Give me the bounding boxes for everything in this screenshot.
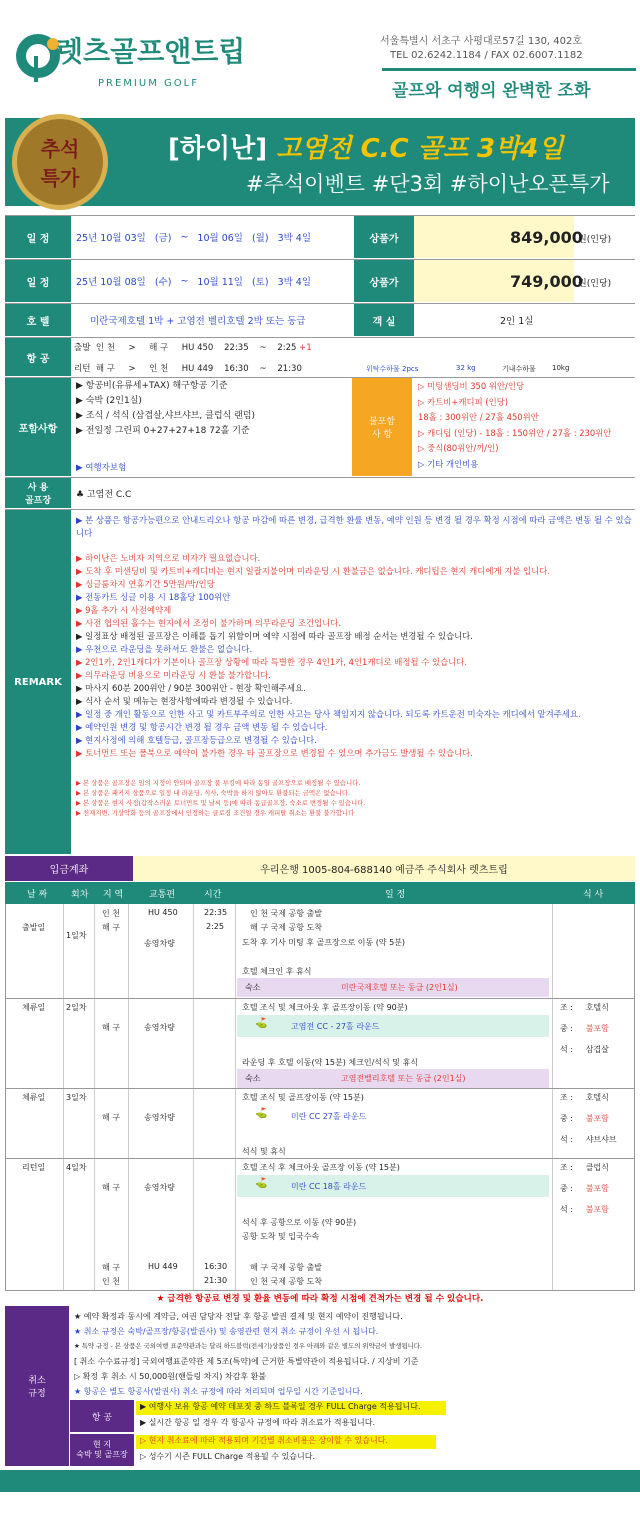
day4-transport: 송영차량 bbox=[144, 1183, 175, 1192]
badge-line2: 특가 bbox=[40, 166, 80, 190]
day1-flight: HU 450 bbox=[148, 908, 178, 917]
price-unit-1: 원(인당) bbox=[578, 235, 612, 245]
badge-line1: 추석 bbox=[40, 137, 80, 161]
date-range-2: 25년 10월 08일 (수) ~ 10월 11일 (토) 3박 4일 bbox=[76, 275, 312, 288]
remark-label: REMARK bbox=[5, 510, 71, 854]
price-unit-2: 원(인당) bbox=[578, 279, 612, 289]
account-value: 우리은행 1005-804-688140 예금주 주식회사 렛츠트립 bbox=[133, 856, 635, 881]
day4-region: 해 구 bbox=[102, 1183, 120, 1192]
baggage-2: 32 kg bbox=[456, 364, 476, 372]
day3-golf: ⛳ 미란 CC 27홀 라운드 bbox=[237, 1105, 549, 1127]
day4-time: 21:30 bbox=[204, 1276, 228, 1285]
date-label-1: 일 정 bbox=[5, 216, 71, 258]
address: 서울특별시 서초구 사평대로57길 130, 402호 bbox=[380, 36, 583, 47]
day4-end: 해 구 국제 공항 출발 bbox=[250, 1263, 322, 1272]
include-item: ▶ 조식 / 석식 (삼겹살,샤브샤브, 클럽식 랜덤) bbox=[76, 411, 255, 421]
cancel-local-label: 현 지 숙박 및 골프장 bbox=[70, 1434, 134, 1466]
company-sub: PREMIUM GOLF bbox=[98, 78, 199, 89]
cancel-air: ▶ 여행사 보유 항공 예약 데포짓 중 하드 블록일 경우 FULL Charge 적용됩니다. bbox=[136, 1401, 446, 1415]
day2-transport: 송영차량 bbox=[144, 1023, 175, 1032]
include-item: ▶ 숙박 (2인1실) bbox=[76, 396, 142, 406]
day1-line: 해 구 국제 공항 도착 bbox=[250, 923, 322, 932]
price-label-2: 상품가 bbox=[354, 260, 414, 302]
account-label: 입금계좌 bbox=[5, 856, 133, 881]
day2-region: 해 구 bbox=[102, 1023, 120, 1032]
include-item: ▶ 전일정 그린피 0+27+27+18 72홀 기준 bbox=[76, 426, 250, 436]
banner-tags: #추석이벤트 #단3회 #하이난오픈특가 bbox=[246, 172, 610, 196]
day2-meals: 조 : 호텔식 중 : 불포함 석 : 삼겹살 bbox=[560, 1003, 609, 1054]
baggage-4: 10kg bbox=[552, 364, 570, 372]
day1-region: 인 천 bbox=[102, 909, 120, 918]
itinerary-header: 날 짜 회차 지 역 교통편 시간 일 정 식 사 bbox=[5, 882, 635, 904]
day4-line: 호텔 조식 후 체크아웃 골프장 이동 (약 15분) bbox=[242, 1163, 400, 1172]
company-name: 렛츠골프앤트립 bbox=[56, 35, 246, 68]
day1-line: 도착 후 기사 미팅 후 골프장으로 이동 (약 5분) bbox=[242, 938, 406, 947]
day1-line: 인 천 국제 공항 출발 bbox=[250, 909, 322, 918]
course-value: ♣ 고염전 C.C bbox=[76, 489, 132, 500]
day1-date: 출발일 bbox=[22, 923, 46, 932]
cancel-label: 취소 규정 bbox=[5, 1306, 69, 1466]
day2-date: 체류일 bbox=[22, 1003, 46, 1012]
date-range-1: 25년 10월 03일 (금) ~ 10월 06일 (월) 3박 4일 bbox=[76, 231, 312, 244]
day3-line: 호텔 조식 및 골프장이동 (약 15분) bbox=[242, 1093, 364, 1102]
day1-region: 해 구 bbox=[102, 923, 120, 932]
day3-region: 해 구 bbox=[102, 1113, 120, 1122]
day3-transport: 송영차량 bbox=[144, 1113, 175, 1122]
day3-date: 체류일 bbox=[22, 1093, 46, 1102]
day1-line: 호텔 체크인 후 휴식 bbox=[242, 967, 312, 976]
include-item: ▶ 항공비(유류세+TAX) 해구항공 기준 bbox=[76, 381, 228, 391]
day4-flight: HU 449 bbox=[148, 1262, 178, 1271]
day4-day: 4일차 bbox=[66, 1163, 87, 1172]
include-list bbox=[76, 379, 346, 439]
cancel-air: ▶ 실시간 항공 일 경우 각 항공사 규정에 따라 취소료가 적용됩니다. bbox=[140, 1418, 376, 1427]
exclude-label: 불포함 사 항 bbox=[352, 378, 412, 476]
day4-region: 인 천 bbox=[102, 1277, 120, 1286]
flight-return: 리턴 해 구 > 인 천 HU 449 16:30 ~ 21:30 bbox=[74, 364, 302, 374]
exclude-list: ▷ 미팅샌딩비 350 위안/인당 ▷ 카트비+캐디피 (인당) 18홀 : 300위안 / 27홀 450위안 ▷ 캐디팁 (인당) - 18홀 : 150위안 / 27홀 : 230위안 ▷ 중식(80위안/끼/인) ▷ 기타 개인비용 bbox=[418, 381, 612, 469]
day4-end: 인 천 국제 공항 도착 bbox=[250, 1277, 322, 1286]
day3-day: 3일차 bbox=[66, 1093, 87, 1102]
day1-time: 2:25 bbox=[206, 922, 224, 931]
hotel-label: 호 텔 bbox=[5, 304, 71, 336]
footer-bar bbox=[0, 1470, 640, 1492]
tel: TEL 02.6242.1184 / FAX 02.6007.1182 bbox=[390, 50, 583, 61]
cancel-local: ▷ 성수기 시즌 FULL Charge 적용될 수 있습니다. bbox=[140, 1452, 316, 1461]
cancel-local: ▷ 현지 취소료에 따라 적용되며 기간별 취소비용은 상이할 수 있습니다. bbox=[136, 1435, 436, 1449]
day2-stay: 숙소 고염전밸리호텔 또는 동급 (2인1실) bbox=[237, 1069, 549, 1088]
include-item: ▶ 여행자보험 bbox=[76, 463, 127, 473]
day3-after: 석식 및 휴식 bbox=[242, 1147, 286, 1156]
badge bbox=[12, 114, 108, 210]
flight-out: 출발 인 천 > 해 구 HU 450 22:35 ~ 2:25 +1 bbox=[74, 343, 312, 353]
day4-after: 석식 후 공항으로 이동 (약 90분) bbox=[242, 1218, 357, 1227]
price-2: 749,000 bbox=[510, 272, 583, 291]
day2-golf: ⛳ 고염전 CC - 27홀 라운드 bbox=[237, 1015, 549, 1037]
price-1: 849,000 bbox=[510, 228, 583, 247]
flag-icon: ⛳ bbox=[255, 1178, 268, 1189]
day1-transport: 송영차량 bbox=[144, 939, 175, 948]
day2-day: 2일차 bbox=[66, 1003, 87, 1012]
day4-after2: 공항 도착 및 입국수속 bbox=[242, 1232, 320, 1241]
day4-time: 16:30 bbox=[204, 1262, 228, 1271]
price-label-1: 상품가 bbox=[354, 216, 414, 258]
course-label: 사 용 골프장 bbox=[5, 478, 71, 508]
room-label: 객 실 bbox=[354, 304, 414, 336]
day1-day: 1일차 bbox=[66, 931, 87, 940]
day4-golf: ⛳ 미란 CC 18홀 라운드 bbox=[237, 1175, 549, 1197]
baggage-3: 기내수하물 bbox=[502, 365, 536, 373]
cancel-air-label: 항 공 bbox=[70, 1400, 134, 1432]
hotel-value: 미란국제호텔 1박 + 고염전 벨리호텔 2박 또는 동급 bbox=[90, 316, 306, 327]
day4-region: 해 구 bbox=[102, 1263, 120, 1272]
day4-date: 리턴일 bbox=[22, 1163, 46, 1172]
day1-time: 22:35 bbox=[204, 908, 228, 917]
flight-label: 항 공 bbox=[5, 338, 71, 376]
day3-meals: 조 : 호텔식 중 : 불포함 석 : 샤브샤브 bbox=[560, 1093, 617, 1144]
slogan: 골프와 여행의 완벽한 조화 bbox=[392, 81, 591, 101]
room-value: 2인 1실 bbox=[500, 316, 534, 327]
include-label: 포함사항 bbox=[5, 378, 71, 476]
cancel-text: ★ 예약 확정과 동시에 계약금, 여권 담당자 전달 후 항공 발권 결제 및 현지 예약이 진행됩니다. ★ 취소 규정은 숙박/골프장/항공(발권사) 및 송영관련 현지 취소 규정이 우선 시 됩니다. ★ 특약 규정 - 본 상품은 국외여행 표준약관과는 달리 하드블럭(전세기)상품인 경우 아래와 같은 별도의 위약금이 발생됩니다. [ 취소 수수료규정] 국외여행표준약관 제 5조(특약)에 근거한 특별약관이 적용됩니다. / 지상비 기준 ▷ 확정 후 취소 시 50,000원(핸들링 차지) 차감후 환불 ★ 항공은 별도 항공사(발권사) 취소 규정에 따라 처리되며 업무일 시간 기준입니다. bbox=[74, 1312, 423, 1396]
flag-icon: ⛳ bbox=[255, 1018, 268, 1029]
day1-stay: 숙소 미란국제호텔 또는 동급 (2인1실) bbox=[237, 978, 549, 997]
divider bbox=[382, 68, 636, 71]
day2-line: 호텔 조식 및 체크아웃 후 골프장이동 (약 90분) bbox=[242, 1003, 408, 1012]
remark-text: ▶ 본 상품은 항공가능편으로 안내드리오나 항공 마감에 따른 변경, 급격한 환률 변동, 예약 인원 등 변경 될 경우 확정 시점에 따라 금액은 변동 될 수 있습니다 ▶ 하이난은 노비자 지역으로 비자가 필요없습니다. ▶ 도착 후 미샌딩비 및 카트비+캐디비는 현지 일괄지불이며 미라운딩 시 환불금은 없습니다. 캐디팁은 현지 캐디에게 지불 입니다. ▶ 싱글룸차지 연휴기간 5만원/박/인당 ▶ 전동카트 싱글 이용 시 18홀당 100위안 ▶ 9홀 추가 시 사전예약제 ▶ 사전 협의된 홀수는 현지에서 조정이 불가하며 의무라운딩 조건입니다. ▶ 일정표상 배정된 골프장은 이해를 돕기 위함이며 예약 시점에 따라 골프장 배정 순서는 변경될 수 있습니다. ▶ 우천으로 라운딩을 못하셔도 환불은 없습니다. ▶ 2인1카, 2인1캐디가 기본이나 골프장 상황에 따라 특별한 경우 4인1카, 4인1캐디로 배정될 수 있습니다. ▶ 의무라운딩 비용으로 미라운딩 시 환불 불가합니다. ▶ 마사지 60분 200위안 / 90분 300위안 - 현장 확인해주세요. ▶ 식사 순서 및 메뉴는 현장사항에따라 변경될 수 있습니다. ▶ 일정 중 개인 활동으로 인한 사고 및 카트부주의로 인한 사고는 당사 책임지지 않습니다. 되도록 카트운전 미숙자는 캐디에서 맡겨주세요. ▶ 예약인원 변경 및 항공시간 변경 될 경우 금액 변동 될 수 있습니다. ▶ 현지사정에 의해 호텔등급, 골프장등급으로 변경될 수 있습니다. ▶ 토너먼트 또는 폴북으로 예약이 불가한 경우 타 골프장으로 변경될 수 있으며 추가금도 발생될 수 있습니다. ▶ 본 상품은 골프장은 임의 지정이 안되며 골프장 풀 부킹에 따라 동일 골프장으로 배정될 수 있습니다. ▶ 본 상품은 패키지 상품으로 일정 내 라운딩, 식사, 숙박을 하지 않아도 환불되는 금액은 없습니다. ▶ 본 상품은 현지 사정(갑작스러운 토너먼트 및 날씨 등)에 따라 동급골프장, 숙소로 변경될 수 있습니다. ▶ 천재지변, 기상악화 등의 골프장에서 인정하는 클로징 조건일 경우 캐피탈 취소는 환불 불가합니다 bbox=[76, 515, 632, 817]
day2-after: 라운딩 후 호텔 이동(약 15분) 체크인/석식 및 휴식 bbox=[242, 1058, 419, 1067]
banner-title: [하이난] 고염전 C.C 골프 3박4일 bbox=[168, 134, 564, 164]
flag-icon: ⛳ bbox=[255, 1108, 268, 1119]
day4-meals: 조 : 클럽식 중 : 불포함 석 : 불포함 bbox=[560, 1163, 609, 1214]
baggage-1: 위탁수하물 2pcs bbox=[366, 365, 419, 373]
price-notice: ★ 급격한 항공료 변경 및 환율 변동에 따라 확정 시점에 견적가는 변경 될 수 있습니다. bbox=[156, 1294, 484, 1304]
date-label-2: 일 정 bbox=[5, 260, 71, 302]
